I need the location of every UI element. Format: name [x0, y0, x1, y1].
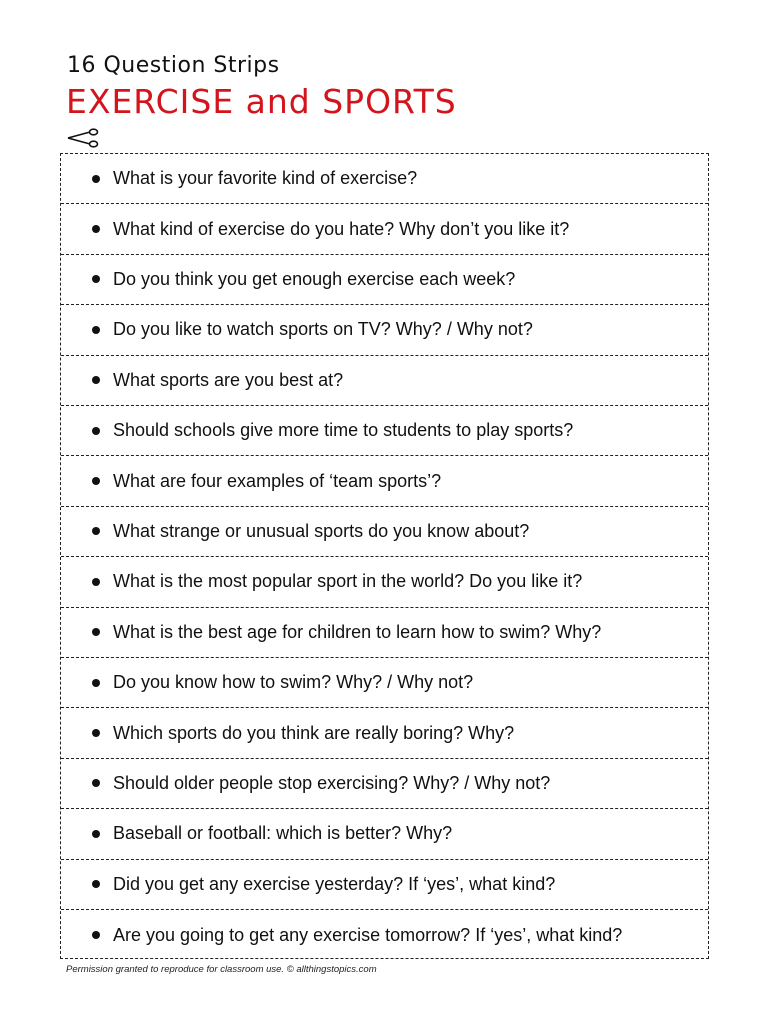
question-text: Are you going to get any exercise tomorrow? If ‘yes’, what kind?: [113, 924, 623, 945]
question-strip: [61, 154, 708, 204]
question-text: What is your favorite kind of exercise?: [113, 168, 418, 189]
question-text: What kind of exercise do you hate? Why don’t you like it?: [113, 218, 570, 239]
question-strip: [61, 406, 708, 456]
question-text: Which sports do you think are really boring? Why?: [113, 722, 515, 743]
question-strip: [61, 255, 708, 305]
question-strip: [61, 910, 708, 960]
question-strip: [61, 809, 708, 859]
question-text: Should older people stop exercising? Why? / Why not?: [113, 772, 551, 793]
question-strip: [61, 356, 708, 406]
question-strips: [60, 153, 709, 959]
bullet-icon: [92, 376, 100, 384]
bullet-icon: [92, 326, 100, 334]
bullet-icon: [92, 880, 100, 888]
question-text: Should schools give more time to students to play sports?: [113, 420, 574, 441]
bullet-icon: [92, 779, 100, 787]
scissors-icon: [66, 128, 100, 148]
bullet-icon: [92, 477, 100, 485]
bullet-icon: [92, 275, 100, 283]
question-text: What is the most popular sport in the world? Do you like it?: [113, 571, 583, 592]
page-subtitle: 16 Question Strips: [67, 53, 280, 78]
bullet-icon: [92, 729, 100, 737]
bullet-icon: [92, 175, 100, 183]
question-text: Baseball or football: which is better? Why?: [113, 823, 453, 844]
question-strip: [61, 608, 708, 658]
question-strip: [61, 507, 708, 557]
question-strip: [61, 456, 708, 506]
bullet-icon: [92, 578, 100, 586]
bullet-icon: [92, 427, 100, 435]
question-text: What are four examples of ‘team sports’?: [113, 470, 442, 491]
question-strip: [61, 658, 708, 708]
question-strip: [61, 759, 708, 809]
question-text: Do you know how to swim? Why? / Why not?: [113, 672, 474, 693]
question-strip: [61, 860, 708, 910]
question-strip: [61, 557, 708, 607]
bullet-icon: [92, 628, 100, 636]
page-title: EXERCISE and SPORTS: [66, 82, 457, 121]
question-text: What sports are you best at?: [113, 369, 344, 390]
bullet-icon: [92, 225, 100, 233]
question-text: What strange or unusual sports do you know about?: [113, 520, 530, 541]
question-text: Do you think you get enough exercise each week?: [113, 268, 516, 289]
question-text: Do you like to watch sports on TV? Why? / Why not?: [113, 319, 533, 340]
bullet-icon: [92, 679, 100, 687]
bullet-icon: [92, 527, 100, 535]
question-strip: [61, 708, 708, 758]
question-strip: [61, 305, 708, 355]
bullet-icon: [92, 931, 100, 939]
bullet-icon: [92, 830, 100, 838]
permission-footer: Permission granted to reproduce for classroom use. © allthingstopics.com: [66, 964, 377, 975]
question-text: What is the best age for children to learn how to swim? Why?: [113, 621, 602, 642]
question-strip: [61, 204, 708, 254]
question-text: Did you get any exercise yesterday? If ‘yes’, what kind?: [113, 873, 556, 894]
